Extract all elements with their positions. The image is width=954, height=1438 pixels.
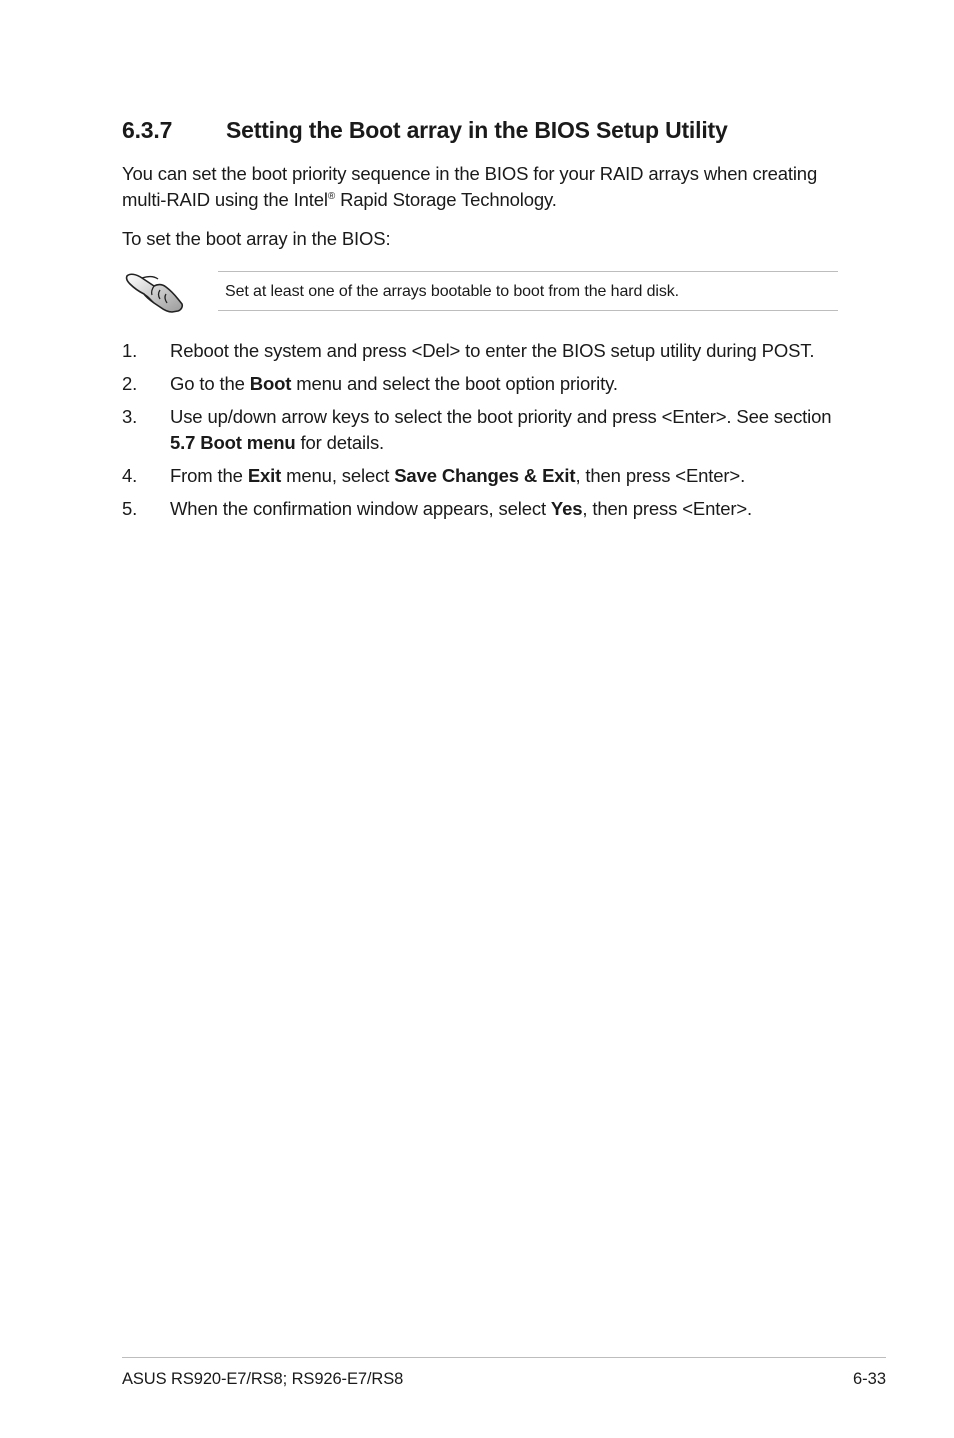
section-title: Setting the Boot array in the BIOS Setup Utility [226, 117, 728, 143]
step-item [122, 404, 842, 456]
note-box [218, 271, 838, 311]
step-text [170, 338, 842, 364]
intro-text-1: You can set the boot priority sequence in the BIOS for your RAID arrays when creating multi-RAID using the Intel [122, 163, 818, 210]
steps-list [122, 338, 842, 529]
step-text [170, 496, 842, 522]
step-text-run: , then press <Enter>. [575, 465, 746, 486]
step-text-run: Use up/down arrow keys to select the boot priority and press <Enter>. See section [170, 406, 832, 427]
section-heading [122, 117, 882, 144]
step-text-run: When the confirmation window appears, select [170, 498, 551, 519]
step-text [170, 371, 842, 397]
step-text-bold: 5.7 Boot menu [170, 432, 296, 453]
step-number: 1. [122, 340, 138, 361]
footer-page-number: 6-33 [852, 1370, 886, 1388]
step-number: 4. [122, 465, 138, 486]
step-item [122, 371, 842, 397]
intro-text-2: Rapid Storage Technology. [335, 189, 557, 210]
lead-text: To set the boot array in the BIOS: [122, 228, 391, 249]
step-number: 3. [122, 406, 138, 427]
step-text-run: From the [170, 465, 248, 486]
step-text-run: , then press <Enter>. [582, 498, 752, 519]
step-text-bold: Yes [550, 498, 583, 519]
step-text-run: Go to the [170, 373, 250, 394]
footer-model: ASUS RS920-E7/RS8; RS926-E7/RS8 [122, 1370, 404, 1388]
step-item [122, 338, 842, 364]
step-item [122, 496, 842, 522]
step-text-bold: Save Changes & Exit [394, 465, 576, 486]
footer-divider [122, 1357, 886, 1358]
step-text-run: for details. [295, 432, 385, 453]
step-number: 5. [122, 498, 138, 519]
registered-mark: ® [327, 191, 336, 202]
note-text: Set at least one of the arrays bootable to boot from the hard disk. [225, 283, 680, 300]
step-text [170, 404, 842, 456]
hand-note-icon [124, 266, 186, 316]
intro-paragraph [122, 161, 842, 213]
section-number: 6.3.7 [122, 117, 173, 143]
step-item [122, 463, 842, 489]
step-text-bold: Boot [249, 373, 292, 394]
step-text-bold: Exit [247, 465, 282, 486]
step-text-run: Reboot the system and press <Del> to enter the BIOS setup utility during POST. [170, 340, 815, 361]
step-number: 2. [122, 373, 138, 394]
step-text [170, 463, 842, 489]
step-text-run: menu, select [281, 465, 395, 486]
step-text-run: menu and select the boot option priority. [291, 373, 618, 394]
